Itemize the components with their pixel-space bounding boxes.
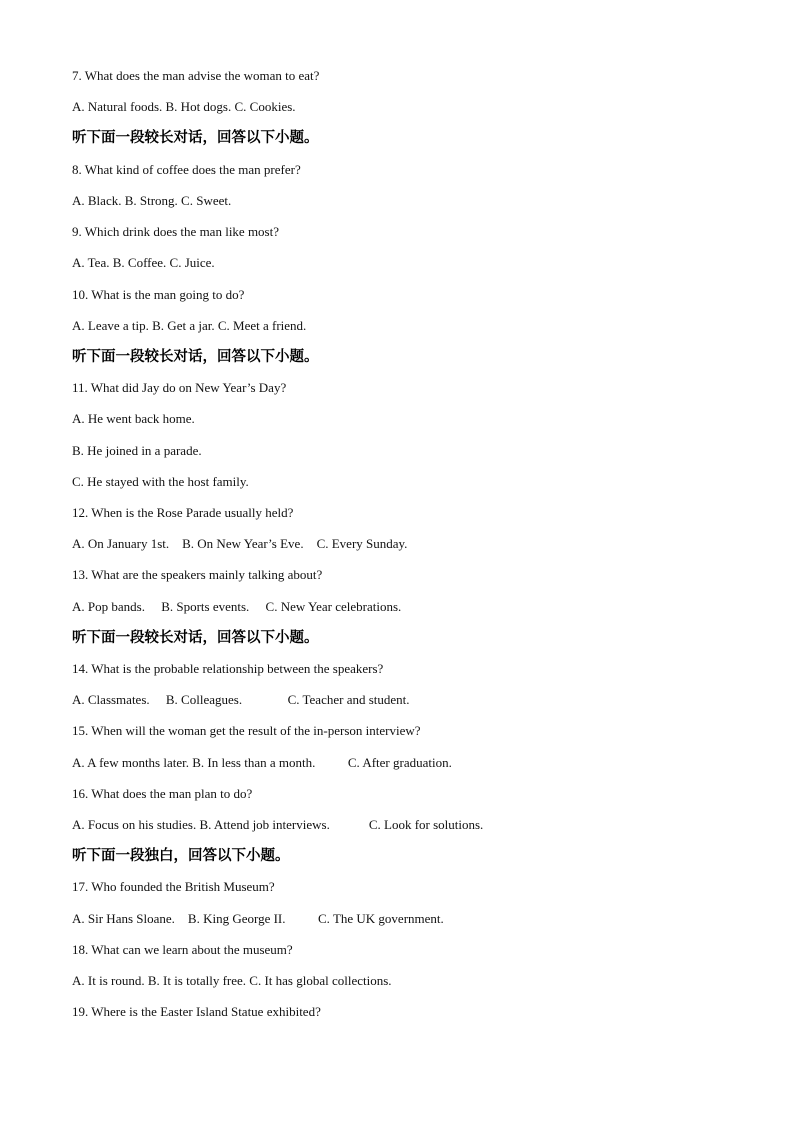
question-11-option-c: C. He stayed with the host family. xyxy=(72,474,249,489)
question-12: 12. When is the Rose Parade usually held? xyxy=(72,505,294,520)
question-8-options: A. Black. B. Strong. C. Sweet. xyxy=(72,193,232,208)
question-12-options: A. On January 1st. B. On New Year’s Eve. C. Every Sunday. xyxy=(72,536,408,551)
question-7-options: A. Natural foods. B. Hot dogs. C. Cookies. xyxy=(72,99,296,114)
question-7: 7. What does the man advise the woman to eat? xyxy=(72,68,320,83)
question-8: 8. What kind of coffee does the man prefer? xyxy=(72,162,301,177)
question-9: 9. Which drink does the man like most? xyxy=(72,224,279,239)
question-11-option-b: B. He joined in a parade. xyxy=(72,443,202,458)
question-18-options: A. It is round. B. It is totally free. C. It has global collections. xyxy=(72,973,392,988)
question-10-options: A. Leave a tip. B. Get a jar. C. Meet a friend. xyxy=(72,318,307,333)
section-heading-1: 听下面一段较长对话，回答以下小题。 xyxy=(72,130,319,146)
question-9-options: A. Tea. B. Coffee. C. Juice. xyxy=(72,255,215,270)
section-heading-2: 听下面一段较长对话，回答以下小题。 xyxy=(72,349,319,365)
question-11: 11. What did Jay do on New Year’s Day? xyxy=(72,380,287,395)
question-16: 16. What does the man plan to do? xyxy=(72,786,253,801)
question-17: 17. Who founded the British Museum? xyxy=(72,879,275,894)
question-14-options: A. Classmates. B. Colleagues. C. Teacher and student. xyxy=(72,692,410,707)
question-17-options: A. Sir Hans Sloane. B. King George II. C. The UK government. xyxy=(72,911,444,926)
question-19: 19. Where is the Easter Island Statue exhibited? xyxy=(72,1004,321,1019)
question-16-options: A. Focus on his studies. B. Attend job interviews. C. Look for solutions. xyxy=(72,817,484,832)
question-15-options: A. A few months later. B. In less than a month. C. After graduation. xyxy=(72,755,452,770)
section-heading-4: 听下面一段独白，回答以下小题。 xyxy=(72,848,290,864)
section-heading-3: 听下面一段较长对话，回答以下小题。 xyxy=(72,630,319,646)
question-15: 15. When will the woman get the result of the in-person interview? xyxy=(72,723,421,738)
question-18: 18. What can we learn about the museum? xyxy=(72,942,293,957)
question-11-option-a: A. He went back home. xyxy=(72,411,195,426)
question-14: 14. What is the probable relationship between the speakers? xyxy=(72,661,384,676)
question-13: 13. What are the speakers mainly talking about? xyxy=(72,567,323,582)
question-10: 10. What is the man going to do? xyxy=(72,287,245,302)
question-13-options: A. Pop bands. B. Sports events. C. New Year celebrations. xyxy=(72,599,402,614)
